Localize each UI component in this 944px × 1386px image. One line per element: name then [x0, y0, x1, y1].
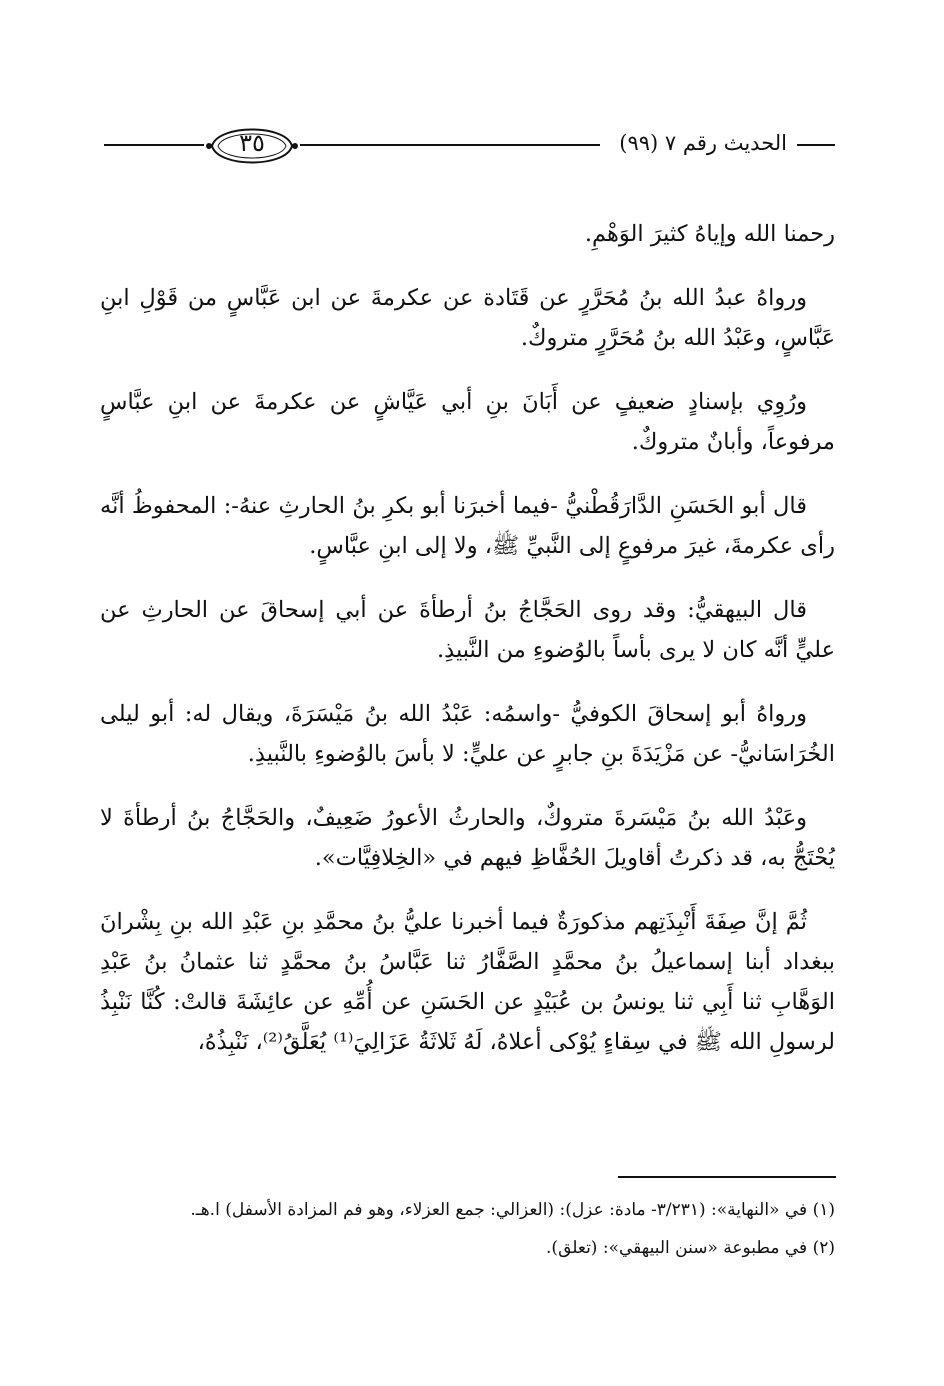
paragraph: وعَبْدُ الله بنُ مَيْسَرةَ متروكٌ، والحارثُ الأعورُ ضَعِيفٌ، والحَجَّاجُ بنُ أرطأةَ لا يُحْتَجُّ به، قد ذكرتُ أقاويلَ الحُفَّاظِ فيهم في «الخِلافِيَّات». [100, 805, 835, 871]
paragraph: ثُمَّ إنَّ صِفَةَ أَنْبِذَتِهم مذكورَةٌ فيما أخبرنا عليُّ بنُ محمَّدِ بنِ عَبْدِ الله بنِ بِشْرانَ ببغداد أبنا إسماعيلُ بنُ محمَّدٍ الصَّفَّارُ ثنا عَبَّاسُ بنُ محمَّدٍ ثنا عثمانُ بنُ عَبْدِ الوَهَّابِ ثنا أَبِي ثنا يونسُ بن عُبَيْدٍ عن الحَسَنِ عن أُمِّهِ عن عائِشَةَ قالتْ: كُنَّا نَنْبِذُ لرسولِ الله ﷺ في سِقاءٍ يُوْكى أعلاهُ، لَهُ ثَلاثَةُ عَزَالِيَ⁽¹⁾ يُعَلَّقُ⁽²⁾، نَنْبِذُهُ، [100, 909, 835, 1055]
paragraph: قال البيهقيُّ: وقد روى الحَجَّاجُ بنُ أرطأةَ عن أبي إسحاقَ عن الحارثِ عن عليٍّ أنَّه كان لا يرى بأساً بالوُضوءِ من النَّبيذِ. [100, 597, 835, 663]
page-number: ٣٥ [239, 129, 265, 157]
footnote: (١) في «النهاية»: (٣/٢٣١- مادة: عزل): (العزالي: جمع العزلاء، وهو فم المزادة الأسفل) ا.هـ. [190, 1200, 835, 1220]
main-text [100, 214, 835, 1086]
footnote-separator [618, 1176, 836, 1178]
paragraph: ورُوِي بإسنادٍ ضعيفٍ عن أَبَانَ بنِ أبي عَيَّاشٍ عن عكرمةَ عن ابنِ عبَّاسٍ مرفوعاً، وأبانٌ متروكٌ. [100, 389, 835, 455]
paragraph: رحمنا الله وإياهُ كثيرَ الوَهْمِ. [584, 221, 835, 247]
header-rule-left [104, 144, 204, 146]
paragraph: ورواهُ أبو إسحاقَ الكوفيُّ -واسمُه: عَبْدُ الله بنُ مَيْسَرَةَ، ويقال له: أبو ليلى الخُرَاسَانيُّ- عن مَزْيَدَةَ بنِ جابرٍ عن عليٍّ: لا بأسَ بالوُضوءِ بالنَّبيذِ. [100, 701, 835, 767]
header-title: الحديث رقم ٧ (٩٩) [619, 131, 787, 155]
running-header [100, 118, 835, 174]
header-rule-middle [300, 144, 600, 146]
footnote: (٢) في مطبوعة «سنن البيهقي»: (تعلق). [546, 1238, 835, 1258]
footnotes [100, 1194, 835, 1270]
header-rule-right [797, 144, 835, 146]
paragraph: ورواهُ عبدُ الله بنُ مُحَرَّرٍ عن قَتَادة عن عكرمةَ عن ابن عَبَّاسٍ من قَوْلِ ابنِ عَبَّاسٍ، وعَبْدُ الله بنُ مُحَرَّرٍ متروكٌ. [100, 285, 835, 351]
paragraph: قال أبو الحَسَنِ الدَّارَقُطْنيُّ -فيما أخبرَنا أبو بكرِ بنُ الحارثِ عنهُ-: المحفوظُ أنَّه رأى عكرمةَ، غيرَ مرفوعٍ إلى النَّبيِّ ﷺ، ولا إلى ابنِ عبَّاسٍ. [100, 493, 835, 559]
